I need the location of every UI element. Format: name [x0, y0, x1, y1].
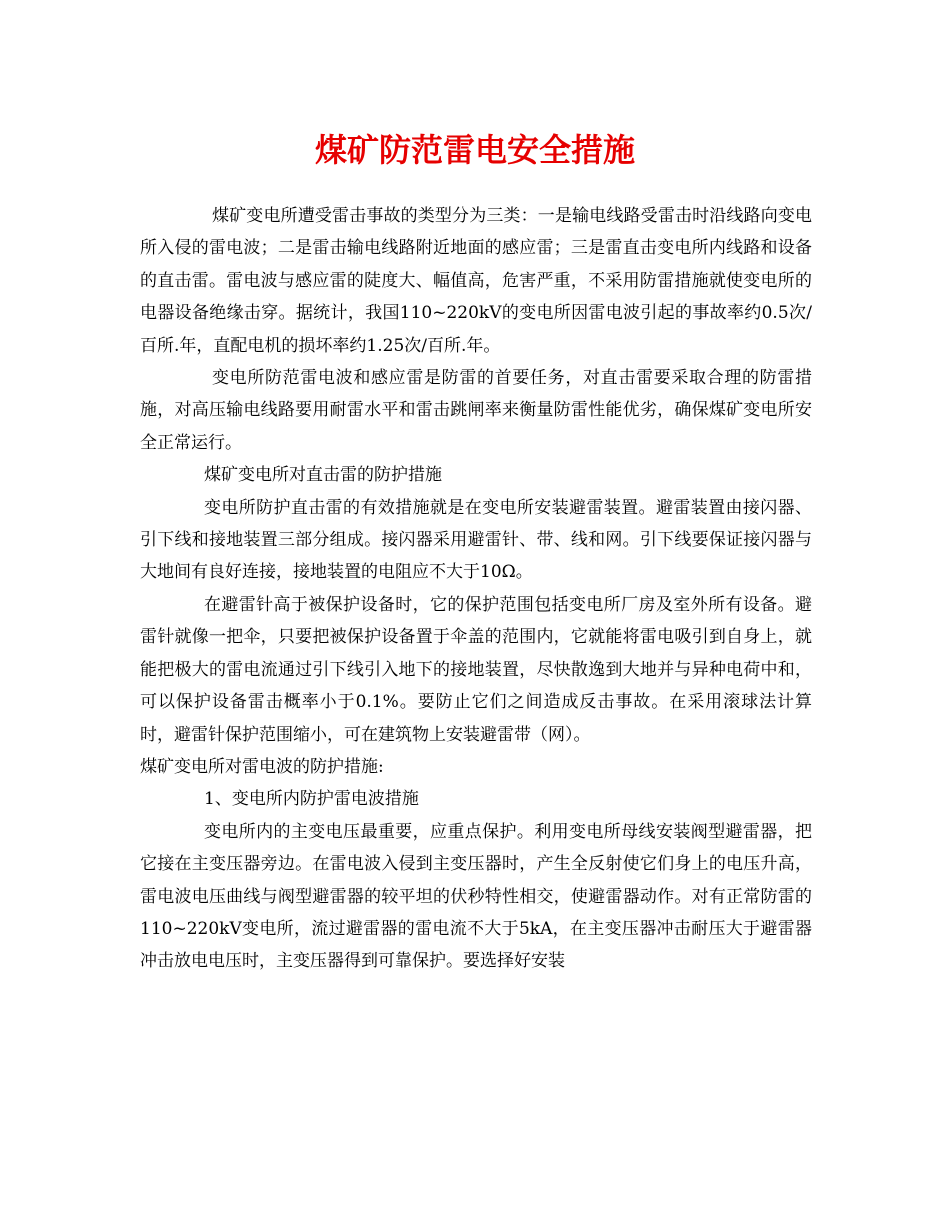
document-title: 煤矿防范雷电安全措施	[314, 131, 635, 169]
paragraph-main-transformer: 变电所内的主变电压最重要，应重点保护。利用变电所母线安装阀型避雷器，把它接在主变压器旁边。在雷电波入侵到主变压器时，产生全反射使它们身上的电压升高，雷电波电压曲线与阀型避雷器的较平坦的伏秒特性相交，使避雷器动作。对有正常防雷的110~220kV变电所，流过避雷器的雷电流不大于5kA，在主变压器冲击耐压大于避雷器冲击放电电压时，主变压器得到可靠保护。要选择好安装	[140, 821, 812, 972]
section-heading-lightning-wave: 煤矿变电所对雷电波的防护措施:	[140, 756, 384, 777]
paragraph-lightning-device: 变电所防护直击雷的有效措施就是在变电所安装避雷装置。避雷装置由接闪器、引下线和接地装置三部分组成。接闪器采用避雷针、带、线和网。引下线要保证接闪器与大地间有良好连接，接地装置的电阻应不大于10Ω。	[140, 497, 812, 583]
paragraph-primary-task: 变电所防范雷电波和感应雷是防雷的首要任务，对直击雷要采取合理的防雷措施，对高压输电线路要用耐雷水平和雷击跳闸率来衡量防雷性能优劣，确保煤矿变电所安全正常运行。	[140, 368, 812, 453]
document-body	[140, 200, 812, 978]
section-heading-direct-strike: 煤矿变电所对直击雷的防护措施	[204, 465, 442, 486]
paragraph-lightning-types: 煤矿变电所遭受雷击事故的类型分为三类：一是输电线路受雷击时沿线路向变电所入侵的雷电波；二是雷击输电线路附近地面的感应雷；三是雷直击变电所内线路和设备的直击雷。雷电波与感应雷的陡度大、幅值高，危害严重，不采用防雷措施就使变电所的电器设备绝缘击穿。据统计，我国110~220kV的变电所因雷电波引起的事故率约0.5次/百所.年，直配电机的损坏率约1.25次/百所.年。	[140, 206, 812, 356]
subsection-heading-indoor-protection: 1、变电所内防护雷电波措施	[204, 789, 419, 810]
paragraph-lightning-rod: 在避雷针高于被保护设备时，它的保护范围包括变电所厂房及室外所有设备。避雷针就像一把伞，只要把被保护设备置于伞盖的范围内，它就能将雷电吸引到自身上，就能把极大的雷电流通过引下线引入地下的接地装置，尽快散逸到大地并与异种电荷中和，可以保护设备雷击概率小于0.1%。要防止它们之间造成反击事故。在采用滚球法计算时，避雷针保护范围缩小，可在建筑物上安装避雷带（网）。	[140, 594, 812, 745]
